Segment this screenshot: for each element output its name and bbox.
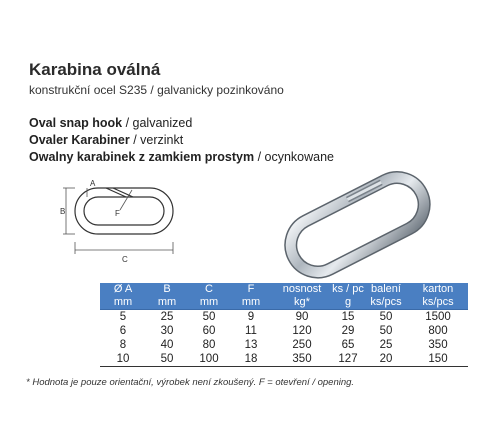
table-cell: 15 [341, 311, 355, 323]
header-cell: ks / pc [332, 283, 364, 295]
description-line-german: Ovaler Karabiner / verzinkt [29, 133, 184, 147]
unit-cell: ks/pcs [408, 296, 468, 310]
table-cell: 120 [292, 325, 312, 337]
header-cell: Ø A [100, 283, 146, 296]
header-cell: karton [408, 283, 468, 296]
table-header-row [100, 283, 468, 296]
table-cell: 20 [364, 352, 408, 367]
table-row [100, 324, 468, 338]
unit-cell: g [332, 296, 364, 310]
specification-table [100, 283, 468, 367]
snap-hook-photo [270, 165, 445, 285]
unit-cell: mm [100, 296, 146, 310]
header-cell: F [230, 283, 272, 296]
table-cell: 5 [119, 311, 127, 323]
table-cell: 350 [272, 352, 332, 367]
table-cell: 50 [146, 352, 188, 367]
dimension-diagram [60, 180, 200, 270]
table-cell: 90 [295, 311, 309, 323]
unit-cell: mm [188, 296, 230, 310]
diagram-label-c: C [122, 255, 128, 264]
table-cell: 29 [341, 325, 355, 337]
table-cell: 50 [202, 311, 216, 323]
table-cell: 150 [408, 352, 468, 367]
table-cell: 30 [160, 325, 174, 337]
table-cell: 250 [292, 339, 312, 351]
table-cell: 100 [188, 352, 230, 367]
table-cell: 13 [244, 339, 258, 351]
table-cell: 25 [160, 311, 174, 323]
header-cell: balení [364, 283, 408, 296]
table-cell: 1500 [425, 311, 451, 323]
table-cell: 11 [245, 325, 257, 337]
table-cell: 10 [100, 352, 146, 367]
table-cell: 18 [230, 352, 272, 367]
unit-cell: mm [230, 296, 272, 310]
table-cell: 50 [379, 325, 393, 337]
description-line-polish: Owalny karabinek z zamkiem prostym / ocynkowane [29, 150, 335, 164]
table-cell: 6 [119, 325, 127, 337]
table-cell: 127 [332, 352, 364, 367]
table-row [100, 352, 468, 367]
product-title: Karabina oválná [29, 60, 161, 79]
diagram-label-b: B [60, 207, 66, 216]
unit-cell: kg* [272, 296, 332, 310]
table-cell: 60 [202, 325, 216, 337]
footnote: * Hodnota je pouze orientační, výrobek není zkoušený. F = otevření / opening. [26, 377, 355, 388]
table-unit-row [100, 296, 468, 310]
table-cell: 800 [428, 325, 448, 337]
diagram-label-f: F [115, 209, 120, 218]
table-cell: 65 [341, 339, 355, 351]
table-cell: 50 [379, 311, 393, 323]
table-cell: 9 [247, 311, 255, 323]
table-cell: 25 [379, 339, 393, 351]
table-row [100, 338, 468, 352]
table-cell: 8 [119, 339, 127, 351]
description-line-english: Oval snap hook / galvanized [29, 116, 193, 130]
header-cell: C [188, 283, 230, 296]
table-cell: 80 [202, 339, 216, 351]
unit-cell: mm [146, 296, 188, 310]
table-row [100, 310, 468, 325]
header-cell: nosnost [272, 283, 332, 296]
diagram-label-a: A [90, 180, 96, 188]
table-cell: 350 [428, 339, 448, 351]
product-subtitle: konstrukční ocel S235 / galvanicky pozinkováno [29, 83, 284, 97]
header-cell: B [146, 283, 188, 296]
table-cell: 40 [160, 339, 174, 351]
unit-cell: ks/pcs [364, 296, 408, 310]
